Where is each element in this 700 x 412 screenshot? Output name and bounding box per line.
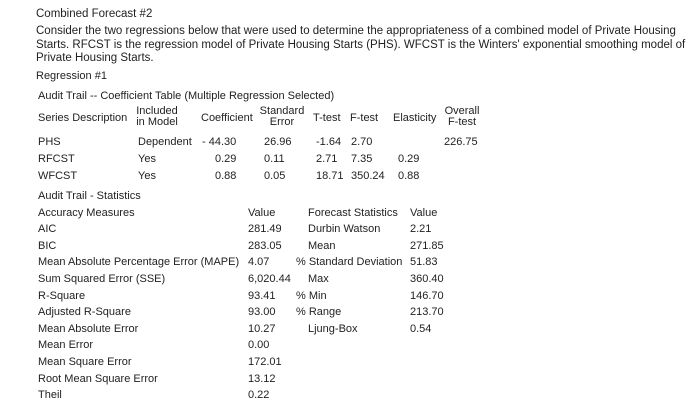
header-t-test: T-test bbox=[313, 112, 341, 124]
header-series-description: Series Description bbox=[38, 112, 128, 124]
stats-title: Audit Trail - Statistics bbox=[38, 190, 141, 202]
list-item-value: 283.05 bbox=[248, 240, 282, 252]
list-item-label: Mean bbox=[308, 240, 336, 252]
list-item-label: Mean Absolute Percentage Error (MAPE) bbox=[38, 256, 240, 268]
document-title: Combined Forecast #2 bbox=[36, 8, 153, 20]
list-item-value: 0.54 bbox=[410, 323, 432, 335]
row-series: RFCST bbox=[38, 153, 75, 165]
row-coefficient: 0.88 bbox=[215, 170, 237, 182]
list-item-label: Ljung-Box bbox=[308, 323, 358, 335]
forecast-statistics-header: Forecast Statistics bbox=[308, 207, 398, 219]
list-item-label: AIC bbox=[38, 223, 57, 235]
header-elasticity: Elasticity bbox=[393, 112, 437, 124]
forecast-value-header: Value bbox=[410, 207, 438, 219]
list-item-label: % Min bbox=[296, 290, 327, 302]
list-item-value: 4.07 bbox=[248, 256, 270, 268]
list-item-value: 2.21 bbox=[410, 223, 432, 235]
list-item-value: 93.41 bbox=[248, 290, 276, 302]
list-item-label: Theil bbox=[38, 389, 62, 401]
header-included-in-model: Included in Model bbox=[136, 105, 178, 128]
list-item-value: 172.01 bbox=[248, 356, 282, 368]
coef-table-title: Audit Trail -- Coefficient Table (Multiple Regression Selected) bbox=[38, 90, 335, 102]
list-item-value: 13.12 bbox=[248, 373, 276, 385]
row-overall-f-test: 226.75 bbox=[444, 136, 478, 148]
row-coefficient: - 44.30 bbox=[202, 136, 237, 148]
regression-label: Regression #1 bbox=[36, 70, 107, 82]
list-item-label: Root Mean Square Error bbox=[38, 373, 158, 385]
header-f-test: F-test bbox=[350, 112, 379, 124]
row-coefficient: 0.29 bbox=[215, 153, 237, 165]
list-item-value: 213.70 bbox=[410, 306, 444, 318]
row-series: PHS bbox=[38, 136, 61, 148]
row-elasticity: 0.88 bbox=[398, 170, 420, 182]
header-coefficient: Coefficient bbox=[201, 112, 253, 124]
list-item-label: % Standard Deviation bbox=[296, 256, 403, 268]
list-item-label: BIC bbox=[38, 240, 57, 252]
accuracy-measures-header: Accuracy Measures bbox=[38, 207, 135, 219]
row-t-test: 2.71 bbox=[316, 153, 338, 165]
list-item-label: Mean Square Error bbox=[38, 356, 132, 368]
header-overall-f-test: Overall F-test bbox=[444, 105, 480, 128]
list-item-value: 0.22 bbox=[248, 389, 270, 401]
row-standard-error: 0.11 bbox=[264, 153, 285, 165]
row-standard-error: 0.05 bbox=[264, 170, 286, 182]
list-item-value: 10.27 bbox=[248, 323, 276, 335]
list-item-value: 360.40 bbox=[410, 273, 444, 285]
row-f-test: 7.35 bbox=[351, 153, 373, 165]
list-item-value: 271.85 bbox=[410, 240, 444, 252]
row-t-test: -1.64 bbox=[316, 136, 342, 148]
list-item-label: Mean Absolute Error bbox=[38, 323, 139, 335]
row-included: Dependent bbox=[138, 136, 192, 148]
list-item-value: 6,020.44 bbox=[248, 273, 291, 285]
row-standard-error: 26.96 bbox=[264, 136, 292, 148]
row-included: Yes bbox=[138, 153, 156, 165]
row-elasticity: 0.29 bbox=[398, 153, 420, 165]
header-standard-error: Standard Error bbox=[259, 105, 305, 128]
accuracy-value-header: Value bbox=[248, 207, 276, 219]
list-item-label: Adjusted R-Square bbox=[38, 306, 131, 318]
row-f-test: 2.70 bbox=[351, 136, 373, 148]
description-paragraph: Consider the two regressions below that were used to determine the appropriateness of a combined model of Private Housing Starts. RFCST is the regression model of Private Housing Starts (PHS). WFCST is the Winters' exponential smoothing model of Private Housing Starts. bbox=[36, 25, 686, 65]
list-item-value: 93.00 bbox=[248, 306, 276, 318]
list-item-value: 51.83 bbox=[410, 256, 438, 268]
row-t-test: 18.71 bbox=[316, 170, 344, 182]
row-included: Yes bbox=[138, 170, 156, 182]
list-item-value: 281.49 bbox=[248, 223, 282, 235]
list-item-value: 0.00 bbox=[248, 339, 270, 351]
list-item-label: % Range bbox=[296, 306, 342, 318]
list-item-label: Max bbox=[308, 273, 329, 285]
list-item-label: Mean Error bbox=[38, 339, 94, 351]
list-item-label: Durbin Watson bbox=[308, 223, 381, 235]
list-item-label: R-Square bbox=[38, 290, 86, 302]
row-series: WFCST bbox=[38, 170, 78, 182]
list-item-label: Sum Squared Error (SSE) bbox=[38, 273, 166, 285]
list-item-value: 146.70 bbox=[410, 290, 444, 302]
row-f-test: 350.24 bbox=[351, 170, 385, 182]
